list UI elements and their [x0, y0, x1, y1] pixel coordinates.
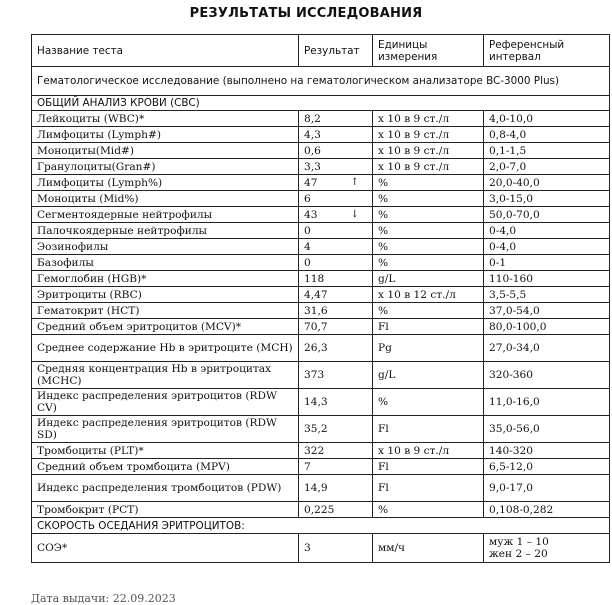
section-cbc: ОБЩИЙ АНАЛИЗ КРОВИ (CBC) — [32, 96, 610, 111]
test-reference: 3,0-15,0 — [484, 191, 610, 207]
test-name: Эритроциты (RBC) — [32, 287, 299, 303]
test-units: % — [373, 191, 484, 207]
table-row — [32, 159, 610, 175]
test-units: g/L — [373, 362, 484, 389]
test-units: x 10 в 9 ст./л — [373, 143, 484, 159]
test-result — [299, 223, 373, 239]
test-result — [299, 362, 373, 389]
result-value: 31,6 — [304, 304, 328, 317]
test-name: Средний объем тромбоцита (MPV) — [32, 459, 299, 475]
test-reference: 0-4,0 — [484, 239, 610, 255]
section-hematology: Гематологическое исследование (выполнено на гематологическом анализаторе BC-3000 Plus) — [32, 67, 610, 96]
test-units: Fl — [373, 459, 484, 475]
result-value: 4 — [304, 240, 311, 253]
test-reference: 0,1-1,5 — [484, 143, 610, 159]
test-result — [299, 319, 373, 335]
test-reference: 320-360 — [484, 362, 610, 389]
test-result — [299, 335, 373, 362]
test-units: % — [373, 502, 484, 518]
test-units: % — [373, 303, 484, 319]
arrow-up-icon: ↑ — [350, 176, 359, 188]
result-value: 4,47 — [304, 288, 328, 301]
test-units: мм/ч — [373, 534, 484, 563]
header-units: Единицы измерения — [373, 35, 484, 67]
test-result — [299, 159, 373, 175]
table-row — [32, 271, 610, 287]
test-reference: 110-160 — [484, 271, 610, 287]
table-row — [32, 111, 610, 127]
result-value: 43 — [304, 208, 318, 221]
test-reference: 50,0-70,0 — [484, 207, 610, 223]
table-row — [32, 207, 610, 223]
test-reference: 80,0-100,0 — [484, 319, 610, 335]
table-row — [32, 443, 610, 459]
test-name: Гемоглобин (HGB)* — [32, 271, 299, 287]
section-row — [32, 518, 610, 534]
result-value: 118 — [304, 272, 325, 285]
test-result — [299, 287, 373, 303]
section-row — [32, 96, 610, 111]
table-row — [32, 502, 610, 518]
header-result: Результат — [299, 35, 373, 67]
test-result — [299, 207, 373, 223]
test-units: % — [373, 255, 484, 271]
result-value: 26,3 — [304, 342, 328, 354]
test-name: Палочкоядерные нейтрофилы — [32, 223, 299, 239]
table-row — [32, 303, 610, 319]
result-value: 70,7 — [304, 320, 328, 333]
test-units: g/L — [373, 271, 484, 287]
table-row — [32, 475, 610, 502]
reference-female: жен 2 – 20 — [489, 548, 548, 560]
table-row — [32, 127, 610, 143]
test-reference: 0,108-0,282 — [484, 502, 610, 518]
test-reference: 0-4,0 — [484, 223, 610, 239]
result-value: 0 — [304, 224, 311, 237]
test-name: Лейкоциты (WBC)* — [32, 111, 299, 127]
test-name: Индекс распределения эритроцитов (RDW CV) — [32, 389, 299, 416]
header-reference: Референсный интервал — [484, 35, 610, 67]
result-value: 47 — [304, 176, 318, 189]
test-name: Индекс распределения эритроцитов (RDW SD) — [32, 416, 299, 443]
result-value: 4,3 — [304, 128, 321, 141]
test-reference: 9,0-17,0 — [484, 475, 610, 502]
arrow-down-icon: ↓ — [350, 208, 359, 220]
result-value: 0 — [304, 256, 311, 269]
test-result — [299, 239, 373, 255]
test-name: Эозинофилы — [32, 239, 299, 255]
result-value: 322 — [304, 444, 325, 457]
test-units: x 10 в 9 ст./л — [373, 127, 484, 143]
table-row — [32, 287, 610, 303]
test-result: 3 — [299, 534, 373, 563]
test-name: Тромбоциты (PLT)* — [32, 443, 299, 459]
table-row — [32, 459, 610, 475]
test-result — [299, 303, 373, 319]
result-value: 14,3 — [304, 396, 328, 408]
table-row — [32, 389, 610, 416]
test-units: % — [373, 207, 484, 223]
test-result — [299, 502, 373, 518]
table-row — [32, 223, 610, 239]
test-units: % — [373, 223, 484, 239]
test-units: Fl — [373, 319, 484, 335]
test-reference: 6,5-12,0 — [484, 459, 610, 475]
test-result — [299, 127, 373, 143]
test-units: % — [373, 239, 484, 255]
test-reference — [484, 534, 610, 563]
table-row — [32, 319, 610, 335]
result-value: 35,2 — [304, 423, 328, 435]
test-name: Моноциты (Mid%) — [32, 191, 299, 207]
test-reference: 27,0-34,0 — [484, 335, 610, 362]
test-result — [299, 416, 373, 443]
test-reference: 35,0-56,0 — [484, 416, 610, 443]
test-units: x 10 в 9 ст./л — [373, 443, 484, 459]
test-result — [299, 175, 373, 191]
test-result — [299, 111, 373, 127]
test-result — [299, 475, 373, 502]
test-reference: 0-1 — [484, 255, 610, 271]
page-title: РЕЗУЛЬТАТЫ ИССЛЕДОВАНИЯ — [189, 6, 423, 21]
result-value: 0,6 — [304, 144, 321, 157]
test-name: Средний объем эритроцитов (MCV)* — [32, 319, 299, 335]
result-value: 0,225 — [304, 503, 335, 516]
test-units: x 10 в 9 ст./л — [373, 111, 484, 127]
table-row — [32, 143, 610, 159]
table-row — [32, 239, 610, 255]
test-name: Тромбокрит (PCT) — [32, 502, 299, 518]
test-result — [299, 443, 373, 459]
test-reference: 2,0-7,0 — [484, 159, 610, 175]
test-result — [299, 389, 373, 416]
test-units: Fl — [373, 416, 484, 443]
test-units: % — [373, 175, 484, 191]
table-row — [32, 191, 610, 207]
result-value: 8,2 — [304, 112, 321, 125]
test-name: Среднее содержание Hb в эритроците (MCH) — [32, 335, 299, 362]
test-name: Лимфоциты (Lymph%) — [32, 175, 299, 191]
test-name: Гематокрит (HCT) — [32, 303, 299, 319]
table-row — [32, 335, 610, 362]
test-result — [299, 459, 373, 475]
test-units: x 10 в 12 ст./л — [373, 287, 484, 303]
test-reference: 3,5-5,5 — [484, 287, 610, 303]
test-result — [299, 271, 373, 287]
table-row — [32, 255, 610, 271]
test-units: Fl — [373, 475, 484, 502]
test-reference: 0,8-4,0 — [484, 127, 610, 143]
issue-date: Дата выдачи: 22.09.2023 — [31, 592, 176, 605]
table-row — [32, 534, 610, 563]
test-result — [299, 143, 373, 159]
result-value: 373 — [304, 369, 325, 381]
test-units: % — [373, 389, 484, 416]
table-row — [32, 175, 610, 191]
test-reference: 11,0-16,0 — [484, 389, 610, 416]
test-name: Индекс распределения тромбоцитов (PDW) — [32, 475, 299, 502]
test-name: Моноциты(Mid#) — [32, 143, 299, 159]
test-units: Pg — [373, 335, 484, 362]
test-reference: 140-320 — [484, 443, 610, 459]
result-value: 3,3 — [304, 160, 321, 173]
test-units: x 10 в 9 ст./л — [373, 159, 484, 175]
test-reference: 37,0-54,0 — [484, 303, 610, 319]
test-result — [299, 255, 373, 271]
reference-male: муж 1 – 10 — [489, 536, 549, 548]
section-esr: СКОРОСТЬ ОСЕДАНИЯ ЭРИТРОЦИТОВ: — [32, 518, 610, 534]
result-value: 6 — [304, 192, 311, 205]
header-name: Название теста — [32, 35, 299, 67]
results-table — [31, 34, 610, 563]
table-header-row — [32, 35, 610, 67]
section-row — [32, 67, 610, 96]
test-name: СОЭ* — [32, 534, 299, 563]
test-name: Базофилы — [32, 255, 299, 271]
result-value: 7 — [304, 460, 311, 473]
test-name: Лимфоциты (Lymph#) — [32, 127, 299, 143]
test-reference: 4,0-10,0 — [484, 111, 610, 127]
test-name: Гранулоциты(Gran#) — [32, 159, 299, 175]
test-name: Средняя концентрация Hb в эритроцитах (MCHC) — [32, 362, 299, 389]
table-row — [32, 362, 610, 389]
table-row — [32, 416, 610, 443]
test-reference: 20,0-40,0 — [484, 175, 610, 191]
result-value: 14,9 — [304, 482, 328, 494]
test-name: Сегментоядерные нейтрофилы — [32, 207, 299, 223]
test-result — [299, 191, 373, 207]
